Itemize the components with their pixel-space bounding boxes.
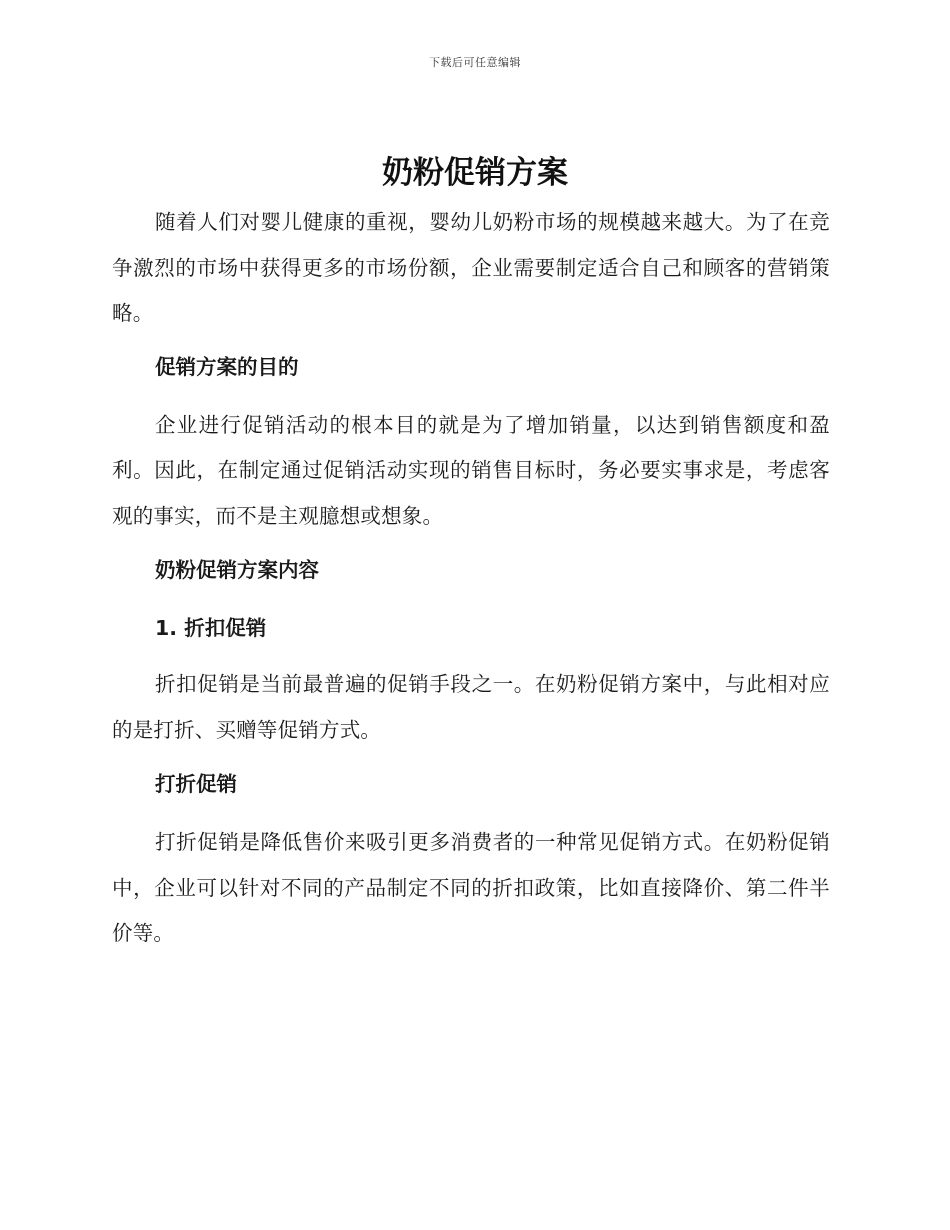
discount-paragraph: 折扣促销是当前最普遍的促销手段之一。在奶粉促销方案中，与此相对应的是打折、买赠等促销方式。 bbox=[112, 672, 830, 742]
purpose-heading: 促销方案的目的 bbox=[155, 354, 299, 379]
discount-heading: 1. 折扣促销 bbox=[155, 616, 267, 640]
header-note: 下载后可任意编辑 bbox=[429, 56, 521, 69]
intro-paragraph: 随着人们对婴儿健康的重视，婴幼儿奶粉市场的规模越来越大。为了在竞争激烈的市场中获得更多的市场份额，企业需要制定适合自己和顾客的营销策略。 bbox=[112, 210, 830, 325]
markdown-paragraph: 打折促销是降低售价来吸引更多消费者的一种常见促销方式。在奶粉促销中，企业可以针对不同的产品制定不同的折扣政策，比如直接降价、第二件半价等。 bbox=[112, 830, 830, 945]
content-heading: 奶粉促销方案内容 bbox=[155, 558, 319, 582]
purpose-paragraph: 企业进行促销活动的根本目的就是为了增加销量，以达到销售额度和盈利。因此，在制定通过促销活动实现的销售目标时，务必要实事求是，考虑客观的事实，而不是主观臆想或想象。 bbox=[112, 412, 830, 528]
document-title: 奶粉促销方案 bbox=[382, 155, 568, 191]
document-body bbox=[112, 200, 830, 957]
markdown-heading: 打折促销 bbox=[155, 772, 237, 796]
